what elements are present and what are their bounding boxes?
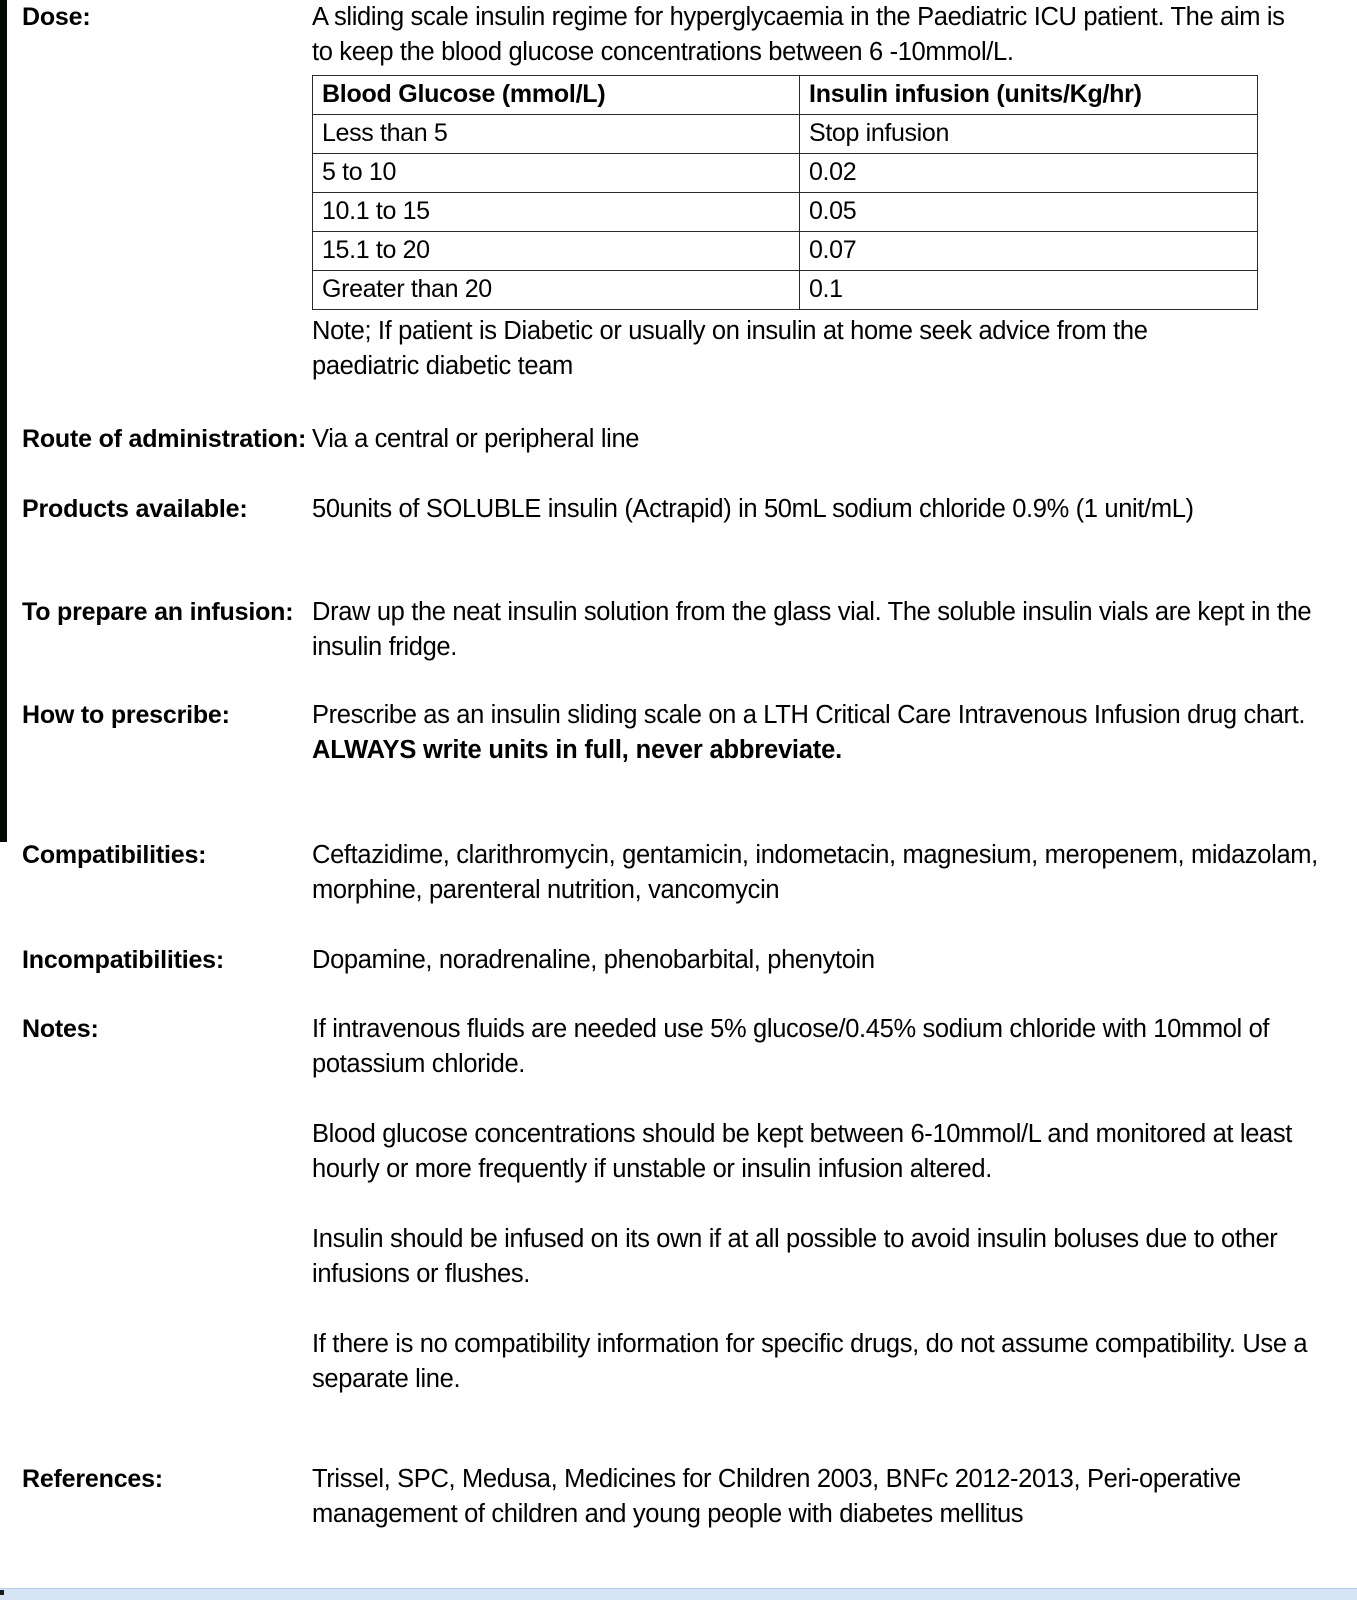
section-label-notes: Notes: — [22, 1015, 99, 1043]
dose-note-text: Note; If patient is Diabetic or usually on insulin at home seek advice from the paediatric diabetic team — [312, 317, 1148, 380]
table-row — [313, 115, 1258, 154]
table-header-insulin-infusion: Insulin infusion (units/Kg/hr) — [800, 76, 1258, 115]
table-header-row — [313, 76, 1258, 115]
table-row — [313, 232, 1258, 271]
prescribe-emphasis: ALWAYS write units in full, never abbreviate. — [312, 736, 842, 764]
section-to-prepare-an-infusion — [0, 595, 1357, 665]
table-row — [313, 154, 1258, 193]
section-notes — [0, 1012, 1357, 1397]
section-references — [0, 1462, 1357, 1532]
section-content-incompatibilities: Dopamine, noradrenaline, phenobarbital, phenytoin — [312, 946, 875, 974]
notes-paragraph-1: If intravenous fluids are needed use 5% glucose/0.45% sodium chloride with 10mmol of potassium chloride. — [312, 1015, 1270, 1078]
table-cell-glucose: Greater than 20 — [313, 271, 800, 310]
notes-paragraph-3: Insulin should be infused on its own if at all possible to avoid insulin boluses due to other infusions or flushes. — [312, 1225, 1278, 1288]
bottom-rule — [0, 1588, 1357, 1600]
section-label-incompatibilities: Incompatibilities: — [22, 946, 224, 974]
table-cell-insulin: 0.1 — [800, 271, 1258, 310]
section-content-dose — [312, 0, 1357, 384]
table-cell-insulin: 0.07 — [800, 232, 1258, 271]
section-content-notes — [312, 1012, 1357, 1397]
section-content-prepare: Draw up the neat insulin solution from the glass vial. The soluble insulin vials are kept in the insulin fridge. — [312, 598, 1312, 661]
section-content-prescribe — [312, 698, 1357, 768]
section-compatibilities — [0, 838, 1357, 908]
section-content-compatibilities: Ceftazidime, clarithromycin, gentamicin, indometacin, magnesium, meropenem, midazolam, morphine, parenteral nutrition, vancomycin — [312, 841, 1318, 904]
section-label-prescribe: How to prescribe: — [22, 701, 230, 729]
notes-paragraph-2: Blood glucose concentrations should be kept between 6-10mmol/L and monitored at least hourly or more frequently if unstable or insulin infusion altered. — [312, 1120, 1293, 1183]
section-content-references: Trissel, SPC, Medusa, Medicines for Children 2003, BNFc 2012-2013, Peri-operative management of children and young people with diabetes mellitus — [312, 1465, 1241, 1528]
table-cell-glucose: Less than 5 — [313, 115, 800, 154]
dose-intro-text: A sliding scale insulin regime for hyperglycaemia in the Paediatric ICU patient. The aim is to keep the blood glucose concentrations between 6 -10mmol/L. — [312, 3, 1285, 66]
notes-paragraph-4: If there is no compatibility information for specific drugs, do not assume compatibility. Use a separate line. — [312, 1330, 1308, 1393]
table-cell-insulin: 0.02 — [800, 154, 1258, 193]
table-row — [313, 193, 1258, 232]
section-label-prepare: To prepare an infusion: — [22, 598, 294, 626]
table-cell-glucose: 10.1 to 15 — [313, 193, 800, 232]
table-header-blood-glucose: Blood Glucose (mmol/L) — [313, 76, 800, 115]
table-cell-glucose: 5 to 10 — [313, 154, 800, 193]
section-how-to-prescribe — [0, 698, 1357, 768]
section-products-available — [0, 492, 1357, 527]
table-cell-insulin: Stop infusion — [800, 115, 1258, 154]
prescribe-text: Prescribe as an insulin sliding scale on a LTH Critical Care Intravenous Infusion drug chart. — [312, 701, 1306, 729]
section-label-references: References: — [22, 1465, 163, 1493]
section-label-compatibilities: Compatibilities: — [22, 841, 207, 869]
section-dose — [0, 0, 1357, 384]
section-content-route: Via a central or peripheral line — [312, 425, 640, 453]
table-cell-insulin: 0.05 — [800, 193, 1258, 232]
section-label-products: Products available: — [22, 495, 248, 523]
bottom-rule-marker — [0, 1590, 4, 1595]
table-row — [313, 271, 1258, 310]
section-incompatibilities — [0, 943, 1357, 978]
section-label-dose: Dose: — [22, 3, 91, 31]
sliding-scale-table — [312, 75, 1258, 310]
section-content-products: 50units of SOLUBLE insulin (Actrapid) in 50mL sodium chloride 0.9% (1 unit/mL) — [312, 495, 1194, 523]
table-cell-glucose: 15.1 to 20 — [313, 232, 800, 271]
section-label-route: Route of administration: — [22, 425, 307, 453]
section-route-of-administration — [0, 422, 1357, 457]
